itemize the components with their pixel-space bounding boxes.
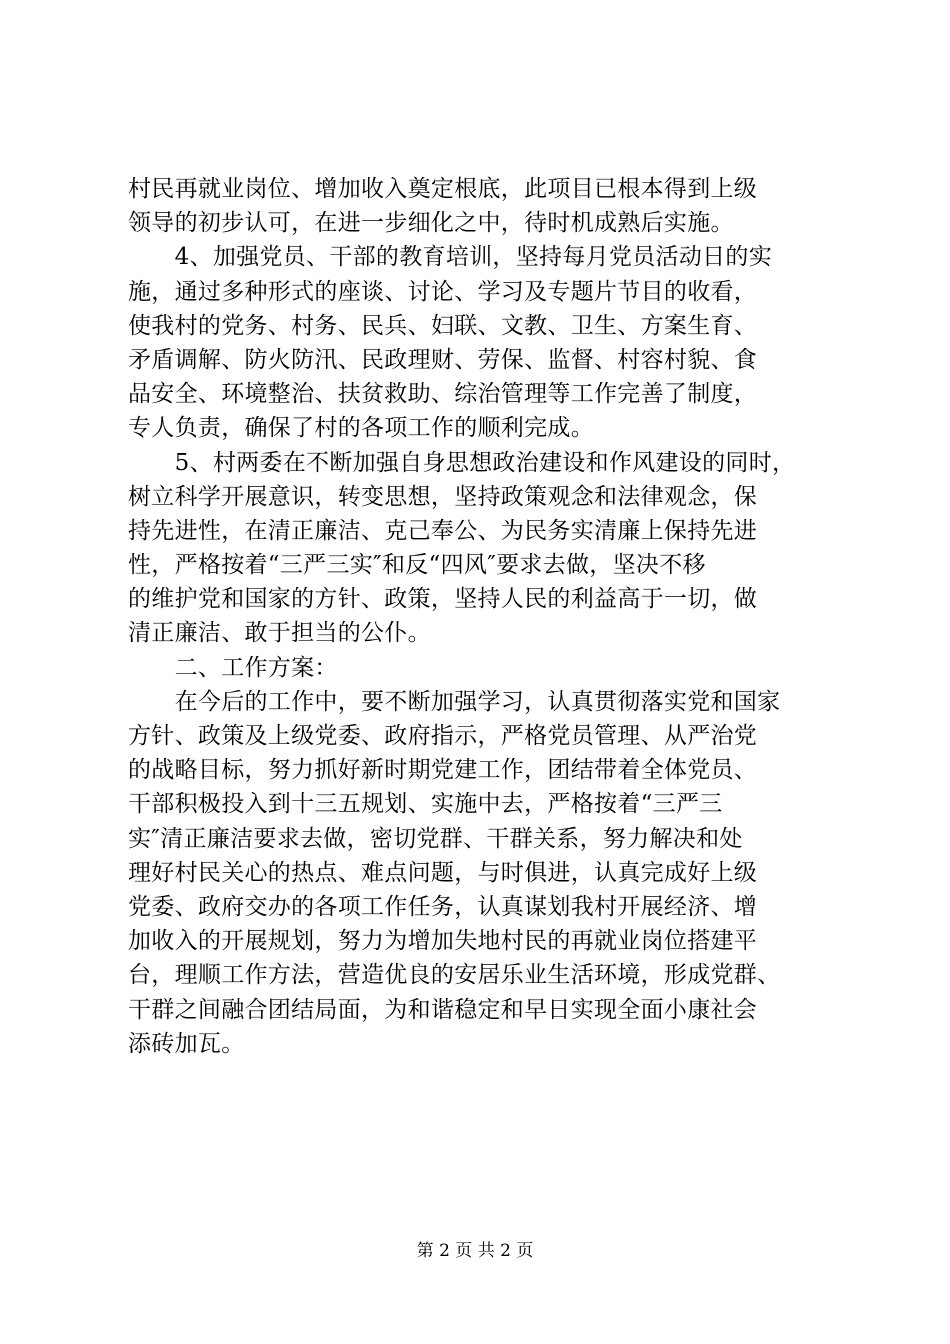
text-line: 持先进性，在清正廉洁、克己奉公、为民务实清廉上保持先进	[128, 517, 758, 544]
text-line: 村民再就业岗位、增加收入奠定根底，此项目已根本得到上级	[128, 176, 758, 202]
text-line: 施，通过多种形式的座谈、讨论、学习及专题片节目的收看，	[128, 278, 758, 305]
section-heading: 二、工作方案：	[128, 654, 338, 681]
text-line: 清正廉洁、敢于担当的公仆。	[128, 620, 431, 647]
text-line: 实″清正廉洁要求去做，密切党群、干群关系，努力解决和处	[128, 825, 743, 852]
document-body	[128, 172, 848, 1061]
text-line: 党委、政府交办的各项工作任务，认真谋划我村开展经济、增	[128, 893, 758, 920]
text-line: 领导的初步认可，在进一步细化之中，待时机成熟后实施。	[128, 210, 734, 237]
text-line: 4、加强党员、干部的教育培训，坚持每月党员活动日的实	[128, 244, 773, 271]
text-line: 理好村民关心的热点、难点问题，与时俱进，认真完成好上级	[128, 859, 758, 886]
text-line: 干部积极投入到十三五规划、实施中去，严格按着“三严三	[128, 791, 723, 818]
text-line: 5、村两委在不断加强自身思想政治建设和作风建设的同时，	[128, 449, 796, 476]
page-number-footer: 第 2 页 共 2 页	[416, 1241, 534, 1261]
text-line: 的战略目标，努力抓好新时期党建工作，团结带着全体党员、	[128, 757, 758, 784]
text-line: 台，理顺工作方法，营造优良的安居乐业生活环境，形成党群、	[128, 962, 781, 989]
text-line: 专人负责，确保了村的各项工作的顺利完成。	[128, 415, 594, 442]
text-line: 添砖加瓦。	[128, 1030, 245, 1057]
text-line: 性，严格按着“三严三实″和反“四风″要求去做，坚决不移	[128, 552, 706, 579]
text-line: 树立科学开展意识，转变思想，坚持政策观念和法律观念，保	[128, 483, 758, 510]
text-line: 矛盾调解、防火防汛、民政理财、劳保、监督、村容村貌、食	[128, 346, 758, 373]
text-line: 干群之间融合团结局面，为和谐稳定和早日实现全面小康社会	[128, 996, 758, 1023]
text-line: 品安全、环境整治、扶贫救助、综治管理等工作完善了制度，	[128, 381, 758, 408]
text-line: 的维护党和国家的方针、政策，坚持人民的利益高于一切，做	[128, 586, 758, 613]
text-line: 加收入的开展规划，努力为增加失地村民的再就业岗位搭建平	[128, 928, 758, 955]
text-line: 方针、政策及上级党委、政府指示，严格党员管理、从严治党	[128, 723, 758, 749]
text-line: 在今后的工作中，要不断加强学习，认真贯彻落实党和国家	[128, 688, 781, 715]
text-line: 使我村的党务、村务、民兵、妇联、文教、卫生、方案生育、	[128, 312, 758, 339]
